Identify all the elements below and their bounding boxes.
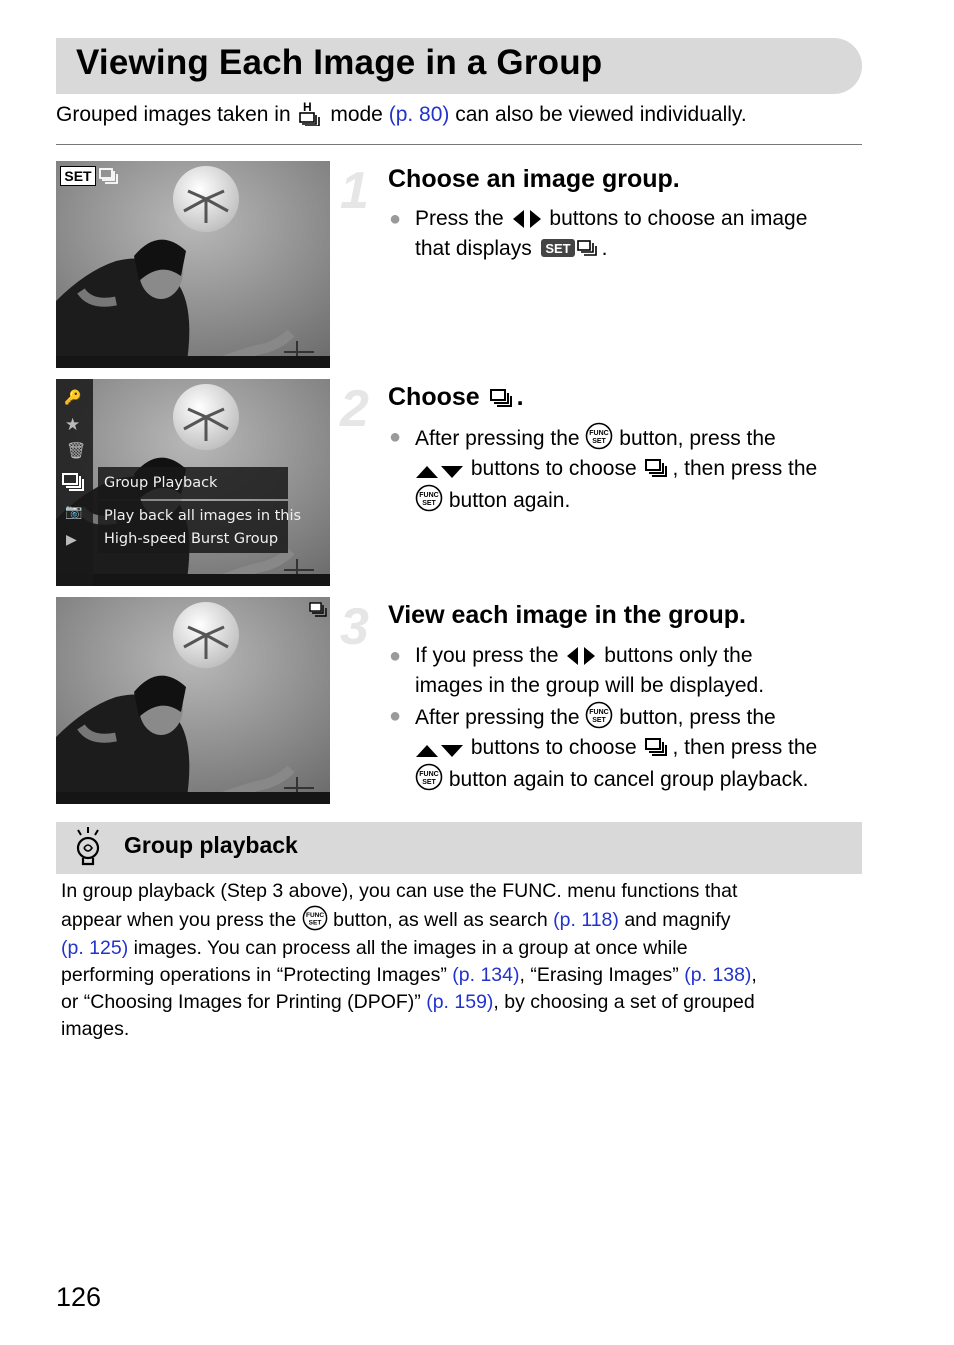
svg-text:SET: SET: [544, 241, 571, 256]
svg-text:FUNC: FUNC: [419, 771, 439, 778]
func-set-button-icon: [415, 484, 443, 512]
bullet-icon: ●: [389, 208, 402, 230]
camera-icon: 📷: [65, 503, 83, 519]
step1-number: 1: [340, 162, 369, 220]
step2-number: 2: [340, 380, 369, 438]
svg-text:FUNC: FUNC: [305, 912, 324, 920]
svg-text:SET: SET: [422, 779, 436, 786]
svg-text:FUNC: FUNC: [589, 709, 610, 716]
page-link-125[interactable]: (p. 125): [61, 936, 129, 959]
tip-text: In group playback (Step 3 above), you can use the FUNC. menu functions that appear when you press the FUNC SET button, as well as search (p. 118) and magnify (p. 125) images. You can process all the images in a group at once while performing operations in “Protecting Images” (p. 134), “Erasing Images” (p. 138), or “Choosing Images for Printing (DPOF)” (p. 159), by choosing a set of grouped images.: [61, 880, 757, 1041]
group-playback-menu-icon[interactable]: [61, 471, 87, 493]
star-icon: ★: [65, 415, 81, 434]
step3-bullets: ● If you press the buttons only the images in the group will be displayed. ● After pressing the FUNC SET button, press the buttons to choose , then press the FUNC SET button again to cancel group playback.: [415, 641, 817, 795]
func-set-button-icon: [302, 905, 328, 931]
menu-desc-line2: High-speed Burst Group: [104, 531, 279, 547]
group-icon: [98, 166, 120, 186]
tip-title: Group playback: [124, 832, 298, 858]
func-set-button-icon: [585, 422, 613, 450]
page-link-159[interactable]: (p. 159): [426, 991, 494, 1014]
group-icon: [308, 601, 328, 619]
page-link-134[interactable]: (p. 134): [452, 963, 520, 986]
step1-photo: [56, 161, 330, 368]
step1-bullet: ● Press the buttons to choose an image that displays SET .: [415, 204, 807, 264]
bullet-icon: ●: [389, 426, 402, 448]
group-icon: [642, 735, 672, 759]
protect-icon: 🔑: [64, 389, 82, 405]
divider: [56, 144, 862, 145]
step2-heading: Choose .: [388, 383, 524, 411]
up-down-arrows-icon: [415, 464, 465, 480]
step3-heading: View each image in the group.: [388, 601, 746, 629]
menu-item-title: Group Playback: [104, 475, 218, 491]
set-group-icon: [538, 236, 602, 260]
svg-text:FUNC: FUNC: [589, 430, 610, 437]
intro-text: Grouped images taken in H mode (p. 80) can also be viewed individually.: [56, 100, 747, 126]
svg-text:FUNC: FUNC: [419, 492, 439, 499]
func-set-button-icon: [415, 763, 443, 791]
svg-text:SET: SET: [422, 500, 436, 507]
lightbulb-icon: [70, 826, 106, 870]
step2-bullet: ● After pressing the FUNC SET button, press the buttons to choose , then press the FUNC SET button again.: [415, 422, 817, 516]
set-badge: SET: [60, 166, 96, 186]
group-icon: [487, 386, 517, 410]
svg-text:SET: SET: [592, 438, 607, 445]
left-right-arrows-icon: [564, 645, 598, 667]
bullet-icon: ●: [389, 645, 402, 667]
svg-text:SET: SET: [308, 919, 321, 927]
func-set-button-icon: [585, 701, 613, 729]
step2-photo: [56, 379, 330, 586]
up-down-arrows-icon: [415, 743, 465, 759]
bullet-icon: ●: [389, 705, 402, 727]
svg-text:SET: SET: [592, 717, 607, 724]
menu-desc-line1: Play back all images in this: [104, 508, 302, 524]
page-link-118[interactable]: (p. 118): [553, 909, 619, 932]
high-speed-burst-icon: [296, 100, 324, 126]
play-icon: ▶: [66, 531, 77, 547]
page-title: Viewing Each Image in a Group: [76, 43, 603, 82]
page-number: 126: [56, 1282, 102, 1312]
svg-text:H: H: [303, 100, 313, 114]
left-right-arrows-icon: [510, 208, 544, 230]
step3-number: 3: [340, 598, 369, 656]
page-link-80[interactable]: (p. 80): [388, 103, 450, 126]
step3-photo: [56, 597, 330, 804]
page-link-138[interactable]: (p. 138): [684, 963, 752, 986]
trash-icon: 🗑: [66, 443, 87, 460]
group-icon: [642, 456, 672, 480]
step1-heading: Choose an image group.: [388, 165, 680, 193]
